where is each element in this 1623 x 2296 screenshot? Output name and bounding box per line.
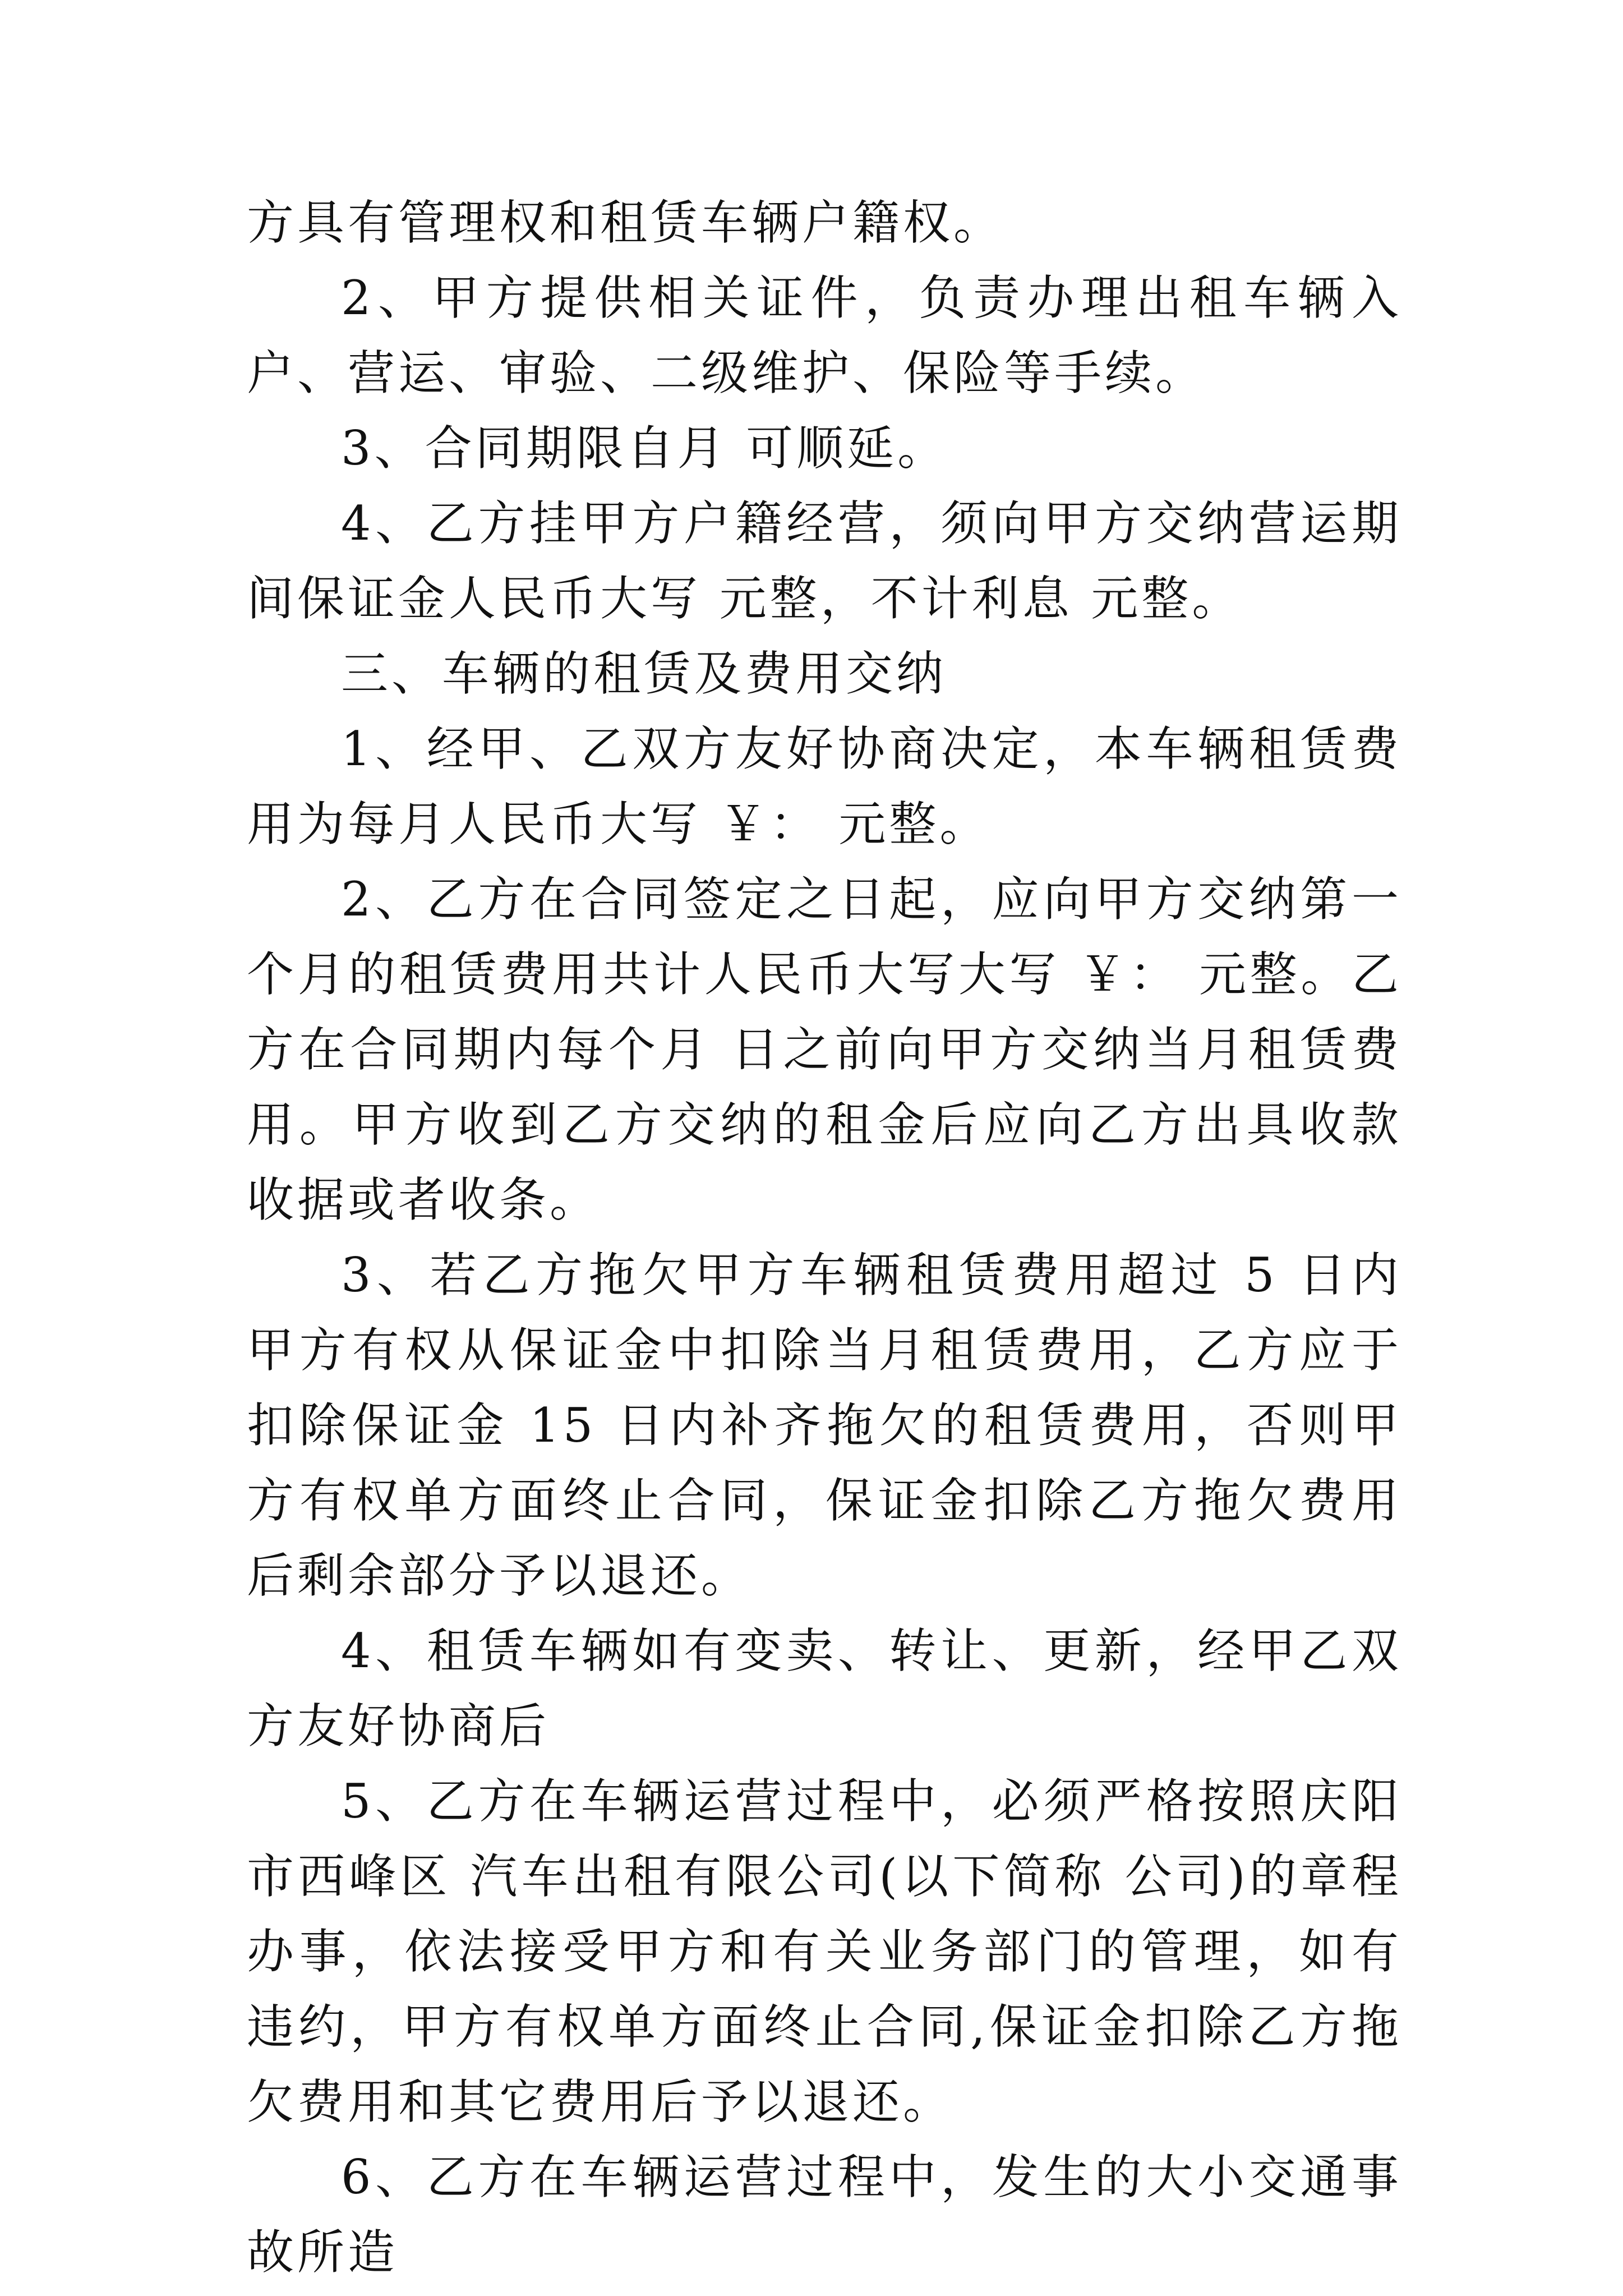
document-body xyxy=(247,185,1402,2290)
paragraph-9: 4、租赁车辆如有变卖、转让、更新，经甲乙双方友好协商后 xyxy=(247,1623,1402,1754)
paragraph-2: 2、甲方提供相关证件，负责办理出租车辆入户、营运、审验、二级维护、保险等手续。 xyxy=(247,270,1402,401)
paragraph-6: 1、经甲、乙双方友好协商决定，本车辆租赁费用为每月人民币大写 ￥： 元整。 xyxy=(247,721,1402,852)
paragraph-3: 3、合同期限自月 可顺延。 xyxy=(341,421,948,476)
paragraph-4: 4、乙方挂甲方户籍经营，须向甲方交纳营运期间保证金人民币大写 元整，不计利息 元整。 xyxy=(247,496,1402,626)
paragraph-10: 5、乙方在车辆运营过程中，必须严格按照庆阳市西峰区 汽车出租有限公司(以下简称 公司)的章程办事，依法接受甲方和有关业务部门的管理，如有违约，甲方有权单方面终止合同,保证金扣除乙方拖欠费用和其它费用后予以退还。 xyxy=(247,1774,1402,2129)
section-heading-3: 三、车辆的租赁及费用交纳 xyxy=(341,646,947,701)
paragraph-8: 3、若乙方拖欠甲方车辆租赁费用超过 5 日内甲方有权从保证金中扣除当月租赁费用，乙方应于扣除保证金 15 日内补齐拖欠的租赁费用，否则甲方有权单方面终止合同，保证金扣除乙方拖欠费用后剩余部分予以退还。 xyxy=(247,1248,1402,1603)
paragraph-1: 方具有管理权和租赁车辆户籍权。 xyxy=(247,195,1004,250)
paragraph-7: 2、乙方在合同签定之日起，应向甲方交纳第一个月的租赁费用共计人民币大写大写 ￥： 元整。乙方在合同期内每个月 日之前向甲方交纳当月租赁费用。甲方收到乙方交纳的租金后应向乙方出具收款收据或者收条。 xyxy=(247,872,1402,1227)
paragraph-11: 6、乙方在车辆运营过程中，发生的大小交通事故所造 xyxy=(247,2150,1402,2280)
